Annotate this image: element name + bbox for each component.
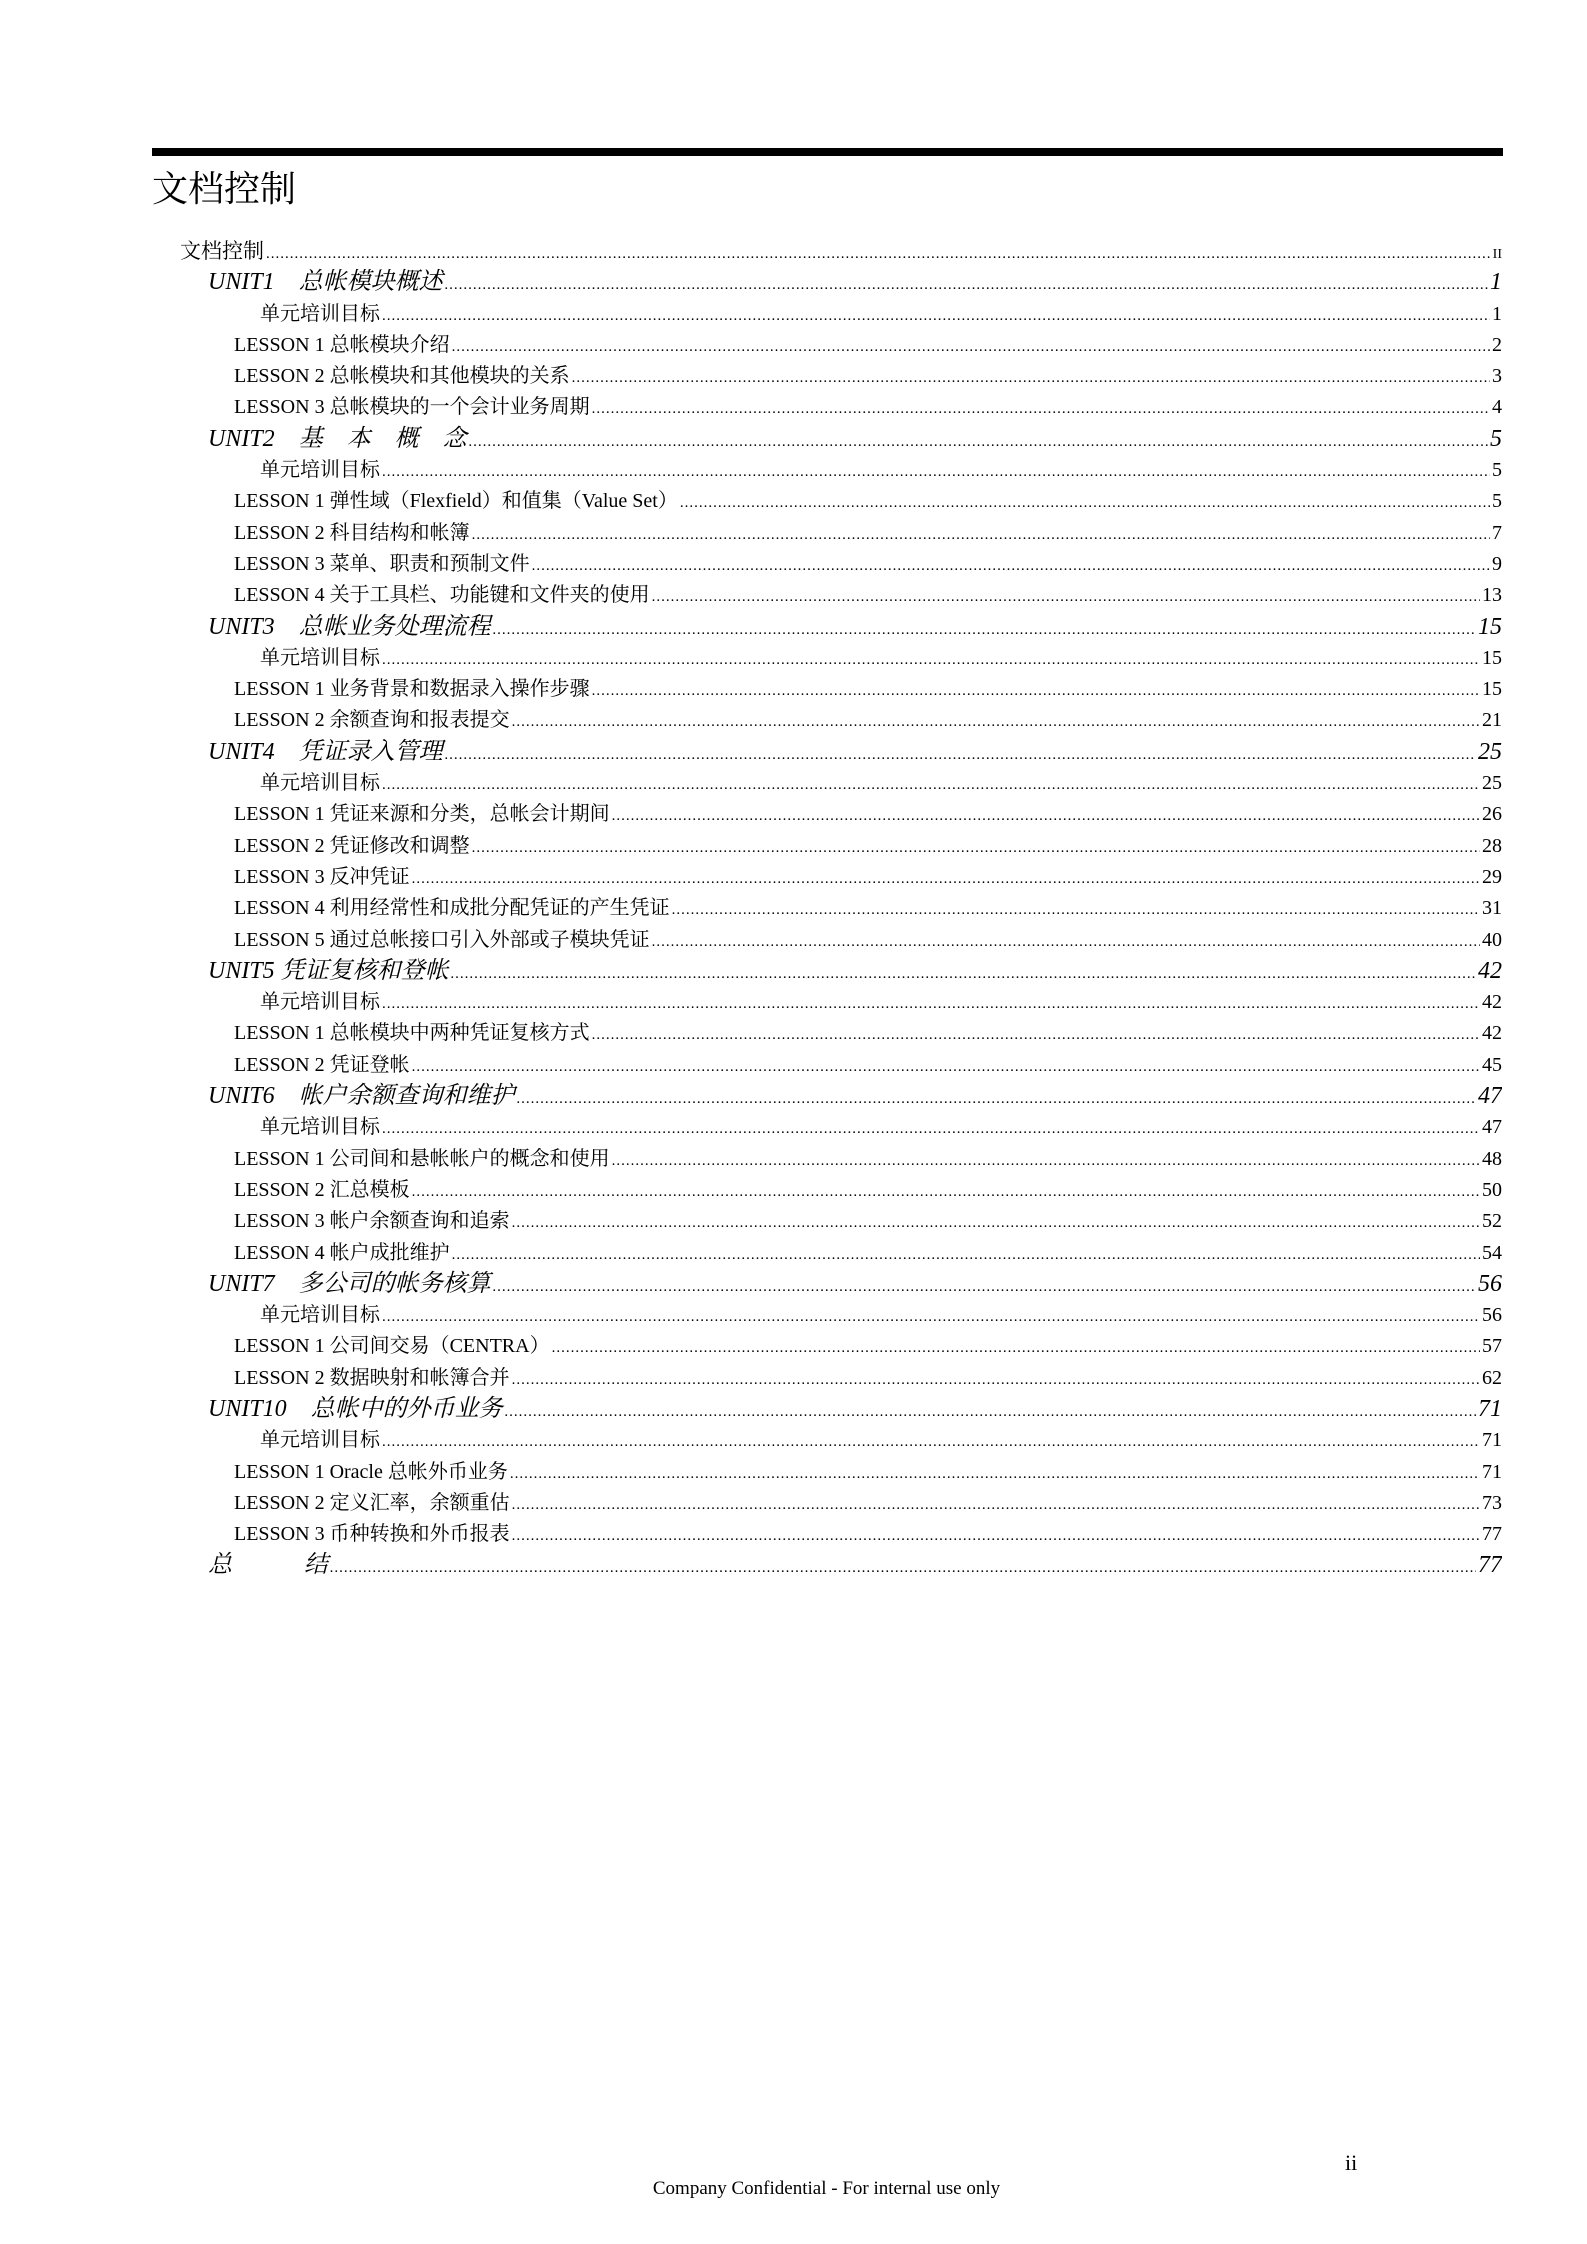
toc-entry-label: LESSON 3 菜单、职责和预制文件 — [234, 552, 530, 575]
toc-entry-page: 15 — [1482, 678, 1502, 701]
dot-leader — [517, 1081, 1476, 1112]
toc-entry-page: 5 — [1492, 490, 1502, 513]
toc-entry-page: 40 — [1482, 928, 1502, 951]
toc-entry-lesson[interactable] — [180, 580, 1502, 611]
toc-entry-page: 3 — [1492, 365, 1502, 388]
toc-entry-unit[interactable] — [180, 1394, 1502, 1425]
toc-entry-lesson[interactable] — [180, 925, 1502, 956]
toc-entry-page: 13 — [1482, 584, 1502, 607]
toc-entry-label: LESSON 2 余额查询和报表提交 — [234, 709, 510, 732]
toc-entry-lesson[interactable] — [180, 831, 1502, 862]
table-of-contents — [180, 236, 1502, 1582]
toc-entry-lesson[interactable] — [180, 705, 1502, 736]
toc-entry-label: UNIT2 基 本 概 念 — [208, 425, 467, 452]
toc-entry-page: 25 — [1482, 772, 1502, 795]
toc-entry-page: 45 — [1482, 1053, 1502, 1076]
dot-leader — [382, 1112, 1480, 1143]
toc-entry-label: UNIT7 多公司的帐务核算 — [208, 1270, 491, 1297]
toc-entry-label: 单元培训目标 — [260, 991, 380, 1014]
dot-leader — [412, 862, 1480, 893]
toc-entry-page: 56 — [1478, 1270, 1502, 1297]
toc-entry-unit[interactable] — [180, 267, 1502, 298]
dot-leader — [592, 674, 1480, 705]
toc-entry-lesson[interactable] — [180, 1457, 1502, 1488]
toc-entry-obj[interactable] — [180, 643, 1502, 674]
toc-entry-lesson[interactable] — [180, 862, 1502, 893]
dot-leader — [552, 1331, 1480, 1362]
dot-leader — [493, 1269, 1476, 1300]
toc-entry-unit[interactable] — [180, 612, 1502, 643]
toc-entry-label: LESSON 2 定义汇率，余额重估 — [234, 1491, 510, 1514]
toc-entry-label: LESSON 2 凭证登帐 — [234, 1053, 410, 1076]
toc-entry-label: UNIT6 帐户余额查询和维护 — [208, 1083, 515, 1110]
toc-entry-label: LESSON 2 数据映射和帐簿合并 — [234, 1366, 510, 1389]
toc-entry-label: LESSON 4 利用经常性和成批分配凭证的产生凭证 — [234, 897, 670, 920]
toc-entry-label: LESSON 3 反冲凭证 — [234, 865, 410, 888]
toc-entry-label: LESSON 2 科目结构和帐簿 — [234, 521, 470, 544]
toc-entry-unit[interactable] — [180, 1550, 1502, 1581]
toc-entry-unit[interactable] — [180, 737, 1502, 768]
toc-entry-label: LESSON 2 凭证修改和调整 — [234, 834, 470, 857]
toc-entry-unit[interactable] — [180, 1269, 1502, 1300]
toc-entry-lesson[interactable] — [180, 1018, 1502, 1049]
toc-entry-obj[interactable] — [180, 1425, 1502, 1456]
toc-entry-label: 单元培训目标 — [260, 459, 380, 482]
toc-entry-page: 15 — [1478, 613, 1502, 640]
toc-entry-page: 29 — [1482, 865, 1502, 888]
dot-leader — [412, 1175, 1480, 1206]
toc-entry-page: 5 — [1492, 459, 1502, 482]
toc-entry-label: LESSON 4 关于工具栏、功能键和文件夹的使用 — [234, 584, 650, 607]
toc-entry-page: 56 — [1482, 1304, 1502, 1327]
toc-entry-page: 15 — [1482, 646, 1502, 669]
toc-entry-page: 28 — [1482, 834, 1502, 857]
toc-entry-page: 1 — [1490, 269, 1502, 296]
toc-entry-lesson[interactable] — [180, 1238, 1502, 1269]
toc-entry-page: 77 — [1482, 1523, 1502, 1546]
toc-entry-page: 48 — [1482, 1147, 1502, 1170]
toc-entry-lesson[interactable] — [180, 486, 1502, 517]
dot-leader — [382, 768, 1480, 799]
dot-leader — [445, 737, 1476, 768]
toc-entry-label: LESSON 1 公司间和悬帐帐户的概念和使用 — [234, 1147, 610, 1170]
dot-leader — [512, 1488, 1480, 1519]
toc-entry-page: 52 — [1482, 1210, 1502, 1233]
toc-entry-page: 50 — [1482, 1178, 1502, 1201]
toc-entry-obj[interactable] — [180, 455, 1502, 486]
toc-entry-unit[interactable] — [180, 424, 1502, 455]
toc-entry-lesson[interactable] — [180, 674, 1502, 705]
dot-leader — [505, 1394, 1476, 1425]
dot-leader — [469, 424, 1488, 455]
toc-entry-label: UNIT1 总帐模块概述 — [208, 269, 443, 296]
toc-entry-label: UNIT3 总帐业务处理流程 — [208, 613, 491, 640]
toc-entry-label: 单元培训目标 — [260, 1304, 380, 1327]
dot-leader — [512, 1519, 1480, 1550]
toc-entry-label: LESSON 1 凭证来源和分类，总帐会计期间 — [234, 803, 610, 826]
dot-leader — [672, 893, 1480, 924]
toc-entry-page: 5 — [1490, 425, 1502, 452]
toc-entry-page: 25 — [1478, 738, 1502, 765]
confidential-footer: Company Confidential - For internal use only — [652, 2178, 1001, 2199]
toc-entry-label: UNIT4 凭证录入管理 — [208, 738, 443, 765]
dot-leader — [382, 643, 1480, 674]
toc-entry-page: 4 — [1492, 396, 1502, 419]
toc-entry-page: 62 — [1482, 1366, 1502, 1389]
toc-entry-top[interactable] — [180, 236, 1502, 267]
toc-entry-page: 42 — [1482, 1022, 1502, 1045]
toc-entry-label: 单元培训目标 — [260, 772, 380, 795]
dot-leader — [451, 956, 1476, 987]
dot-leader — [512, 1363, 1480, 1394]
toc-entry-page: 42 — [1482, 991, 1502, 1014]
toc-entry-label: 单元培训目标 — [260, 302, 380, 325]
toc-entry-label: LESSON 1 弹性域（Flexfield）和值集（Value Set） — [234, 490, 678, 513]
toc-entry-lesson[interactable] — [180, 518, 1502, 549]
toc-entry-page: 57 — [1482, 1335, 1502, 1358]
dot-leader — [592, 1018, 1480, 1049]
dot-leader — [612, 1144, 1480, 1175]
dot-leader — [382, 1300, 1480, 1331]
toc-entry-lesson[interactable] — [180, 330, 1502, 361]
dot-leader — [510, 1457, 1480, 1488]
toc-entry-lesson[interactable] — [180, 799, 1502, 830]
dot-leader — [452, 1238, 1480, 1269]
toc-entry-label: LESSON 2 汇总模板 — [234, 1178, 410, 1201]
toc-entry-label: LESSON 4 帐户成批维护 — [234, 1241, 450, 1264]
dot-leader — [445, 267, 1488, 298]
page-number: ii — [1345, 2150, 1358, 2175]
toc-entry-label: LESSON 1 业务背景和数据录入操作步骤 — [234, 678, 590, 701]
toc-entry-lesson[interactable] — [180, 1331, 1502, 1362]
toc-entry-unit[interactable] — [180, 956, 1502, 987]
toc-entry-obj[interactable] — [180, 299, 1502, 330]
toc-entry-lesson[interactable] — [180, 392, 1502, 423]
dot-leader — [472, 518, 1490, 549]
toc-entry-obj[interactable] — [180, 768, 1502, 799]
toc-entry-label: LESSON 1 总帐模块介绍 — [234, 333, 450, 356]
toc-entry-label: LESSON 3 币种转换和外币报表 — [234, 1523, 510, 1546]
dot-leader — [592, 392, 1490, 423]
toc-entry-page: 73 — [1482, 1491, 1502, 1514]
toc-entry-page: 77 — [1478, 1552, 1502, 1579]
dot-leader — [512, 1206, 1480, 1237]
toc-entry-page: 47 — [1478, 1083, 1502, 1110]
header-rule — [152, 148, 1503, 156]
toc-entry-label: LESSON 1 公司间交易（CENTRA） — [234, 1335, 550, 1358]
toc-entry-label: UNIT5 凭证复核和登帐 — [208, 957, 449, 984]
toc-entry-lesson[interactable] — [180, 549, 1502, 580]
dot-leader — [266, 236, 1491, 267]
dot-leader — [532, 549, 1490, 580]
toc-entry-page: 9 — [1492, 552, 1502, 575]
toc-entry-obj[interactable] — [180, 1112, 1502, 1143]
toc-entry-label: 文档控制 — [180, 239, 264, 263]
toc-entry-label: LESSON 3 帐户余额查询和追索 — [234, 1210, 510, 1233]
toc-entry-page: 71 — [1482, 1429, 1502, 1452]
toc-entry-label: LESSON 1 总帐模块中两种凭证复核方式 — [234, 1022, 590, 1045]
toc-entry-lesson[interactable] — [180, 361, 1502, 392]
dot-leader — [612, 799, 1480, 830]
toc-entry-page: 31 — [1482, 897, 1502, 920]
toc-entry-obj[interactable] — [180, 987, 1502, 1018]
toc-entry-label: 总 结 — [208, 1552, 328, 1579]
toc-entry-page: 2 — [1492, 333, 1502, 356]
dot-leader — [382, 455, 1490, 486]
dot-leader — [382, 299, 1490, 330]
toc-entry-page: 7 — [1492, 521, 1502, 544]
toc-entry-label: 单元培训目标 — [260, 646, 380, 669]
toc-entry-page: 71 — [1478, 1395, 1502, 1422]
page-title: 文档控制 — [152, 169, 297, 210]
toc-entry-page: 47 — [1482, 1116, 1502, 1139]
dot-leader — [452, 330, 1490, 361]
dot-leader — [412, 1050, 1480, 1081]
dot-leader — [330, 1550, 1476, 1581]
toc-entry-page: 1 — [1492, 302, 1502, 325]
dot-leader — [652, 925, 1480, 956]
dot-leader — [472, 831, 1480, 862]
toc-entry-lesson[interactable] — [180, 1488, 1502, 1519]
toc-entry-label: LESSON 1 Oracle 总帐外币业务 — [234, 1460, 508, 1483]
toc-entry-label: 单元培训目标 — [260, 1116, 380, 1139]
toc-entry-page: 54 — [1482, 1241, 1502, 1264]
toc-entry-page: 26 — [1482, 803, 1502, 826]
toc-entry-lesson[interactable] — [180, 1144, 1502, 1175]
dot-leader — [680, 486, 1490, 517]
toc-entry-lesson[interactable] — [180, 1363, 1502, 1394]
dot-leader — [382, 1425, 1480, 1456]
toc-entry-label: LESSON 2 总帐模块和其他模块的关系 — [234, 365, 570, 388]
dot-leader — [493, 612, 1476, 643]
dot-leader — [382, 987, 1480, 1018]
toc-entry-label: UNIT10 总帐中的外币业务 — [208, 1395, 503, 1422]
toc-entry-page: 42 — [1478, 957, 1502, 984]
dot-leader — [512, 705, 1480, 736]
dot-leader — [572, 361, 1490, 392]
toc-entry-label: LESSON 3 总帐模块的一个会计业务周期 — [234, 396, 590, 419]
toc-entry-page: 21 — [1482, 709, 1502, 732]
toc-entry-lesson[interactable] — [180, 1050, 1502, 1081]
toc-entry-page: 71 — [1482, 1460, 1502, 1483]
toc-entry-lesson[interactable] — [180, 1206, 1502, 1237]
toc-entry-lesson[interactable] — [180, 893, 1502, 924]
toc-entry-lesson[interactable] — [180, 1175, 1502, 1206]
toc-entry-label: 单元培训目标 — [260, 1429, 380, 1452]
toc-entry-page: II — [1492, 247, 1502, 262]
toc-entry-label: LESSON 5 通过总帐接口引入外部或子模块凭证 — [234, 928, 650, 951]
toc-entry-unit[interactable] — [180, 1081, 1502, 1112]
dot-leader — [652, 580, 1480, 611]
toc-entry-lesson[interactable] — [180, 1519, 1502, 1550]
toc-entry-obj[interactable] — [180, 1300, 1502, 1331]
